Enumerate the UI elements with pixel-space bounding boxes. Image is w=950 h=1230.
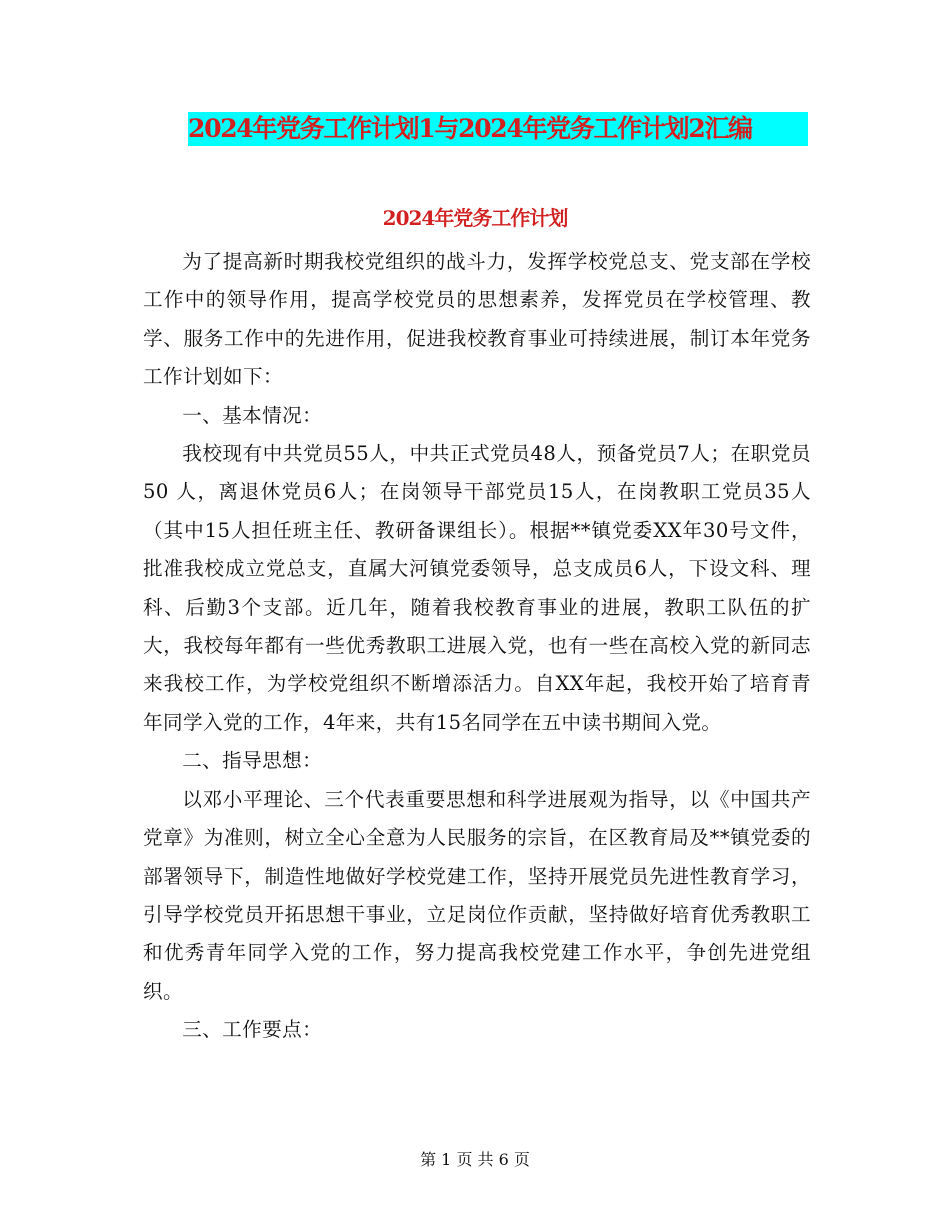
paragraph-guiding-thought: 以邓小平理论、三个代表重要思想和科学进展观为指导，以《中国共产党章》为准则，树立全心全意为人民服务的宗旨，在区教育局及**镇党委的部署领导下，制造性地做好学校党建工作，坚持开展党员先进性教育学习，引导学校党员开拓思想干事业，立足岗位作贡献，坚持做好培育优秀教职工和优秀青年同学入党的工作，努力提高我校党建工作水平，争创先进党组织。 (143, 787, 811, 1003)
paragraph-basic-situation: 我校现有中共党员55人，中共正式党员48人，预备党员7人；在职党员50 人，离退休党员6人；在岗领导干部党员15人，在岗教职工党员35人（其中15人担任班主任、教研备课组长）。根据**镇党委XX年30号文件，批准我校成立党总支，直属大河镇党委领导，总支成员6人，下设文科、理科、后勤3个支部。近几年，随着我校教育事业的进展，教职工队伍的扩大，我校每年都有一些优秀教职工进展入党，也有一些在高校入党的新同志来我校工作，为学校党组织不断增添活力。自XX年起，我校开始了培育青年同学入党的工作，4年来，共有15名同学在五中读书期间入党。 (143, 442, 811, 734)
page-footer: 第 1 页 共 6 页 (420, 1150, 530, 1169)
document-body (143, 243, 811, 1050)
section-title: 2024年党务工作计划 (382, 206, 568, 230)
heading-basic-situation: 一、基本情况： (182, 403, 323, 427)
heading-guiding-thought: 二、指导思想： (182, 749, 323, 773)
heading-work-points: 三、工作要点： (182, 1018, 323, 1042)
paragraph-intro: 为了提高新时期我校党组织的战斗力，发挥学校党总支、党支部在学校工作中的领导作用，提高学校党员的思想素养，发挥党员在学校管理、教学、服务工作中的先进作用，促进我校教育事业可持续进展，制订本年党务工作计划如下： (143, 250, 811, 389)
document-main-title: 2024年党务工作计划1与2024年党务工作计划2汇编 (188, 112, 808, 146)
